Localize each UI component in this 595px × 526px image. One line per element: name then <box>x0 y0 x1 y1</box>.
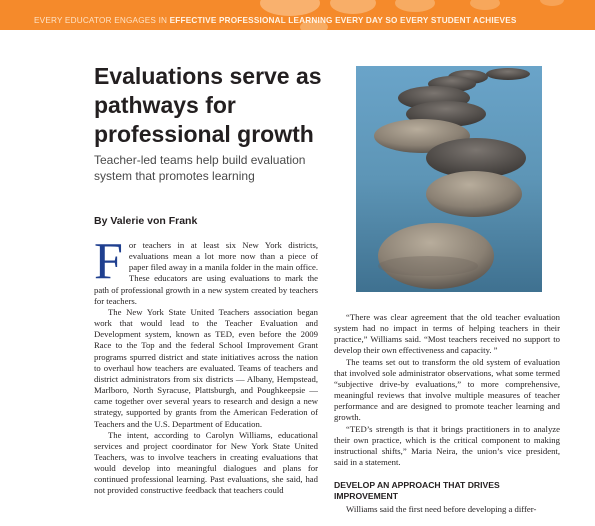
body-paragraph: The intent, according to Carolyn Williams, educational services and project coordinator for New York State United Teachers, was to involve teachers in creating evaluations that would develop into meaningful dialogues and plans for continued professional learning. Past evaluations, she said, had not provided constructive feedback that teachers could <box>94 429 318 496</box>
banner-decoration <box>470 0 500 10</box>
body-paragraph: Williams said the first need before developing a differ- <box>346 504 537 515</box>
opening-paragraph <box>94 233 318 307</box>
column-right <box>334 312 560 515</box>
column-left <box>94 233 318 497</box>
article-byline: By Valerie von Frank <box>94 215 198 227</box>
body-paragraph: “There was clear agreement that the old teacher evaluation system had no impact in terms of helping teachers in their practice,” Williams said. “Most teachers received no support to develop their own effectiveness and capacity. ” <box>334 312 560 356</box>
article-title: Evaluations serve as pathways for professional growth <box>94 63 322 147</box>
banner-tagline-lead: EVERY EDUCATOR ENGAGES IN <box>34 16 170 25</box>
body-paragraph: The New York State United Teachers association began work that would lead to the Teacher Evaluation and Development system, known as TED, even before the 2009 Race to the Top and the federal School Improvement Grant programs spurred district and state initiatives across the nation to overhaul how teachers are evaluated. Teams of teachers and district administrators from six districts — Albany, Hempstead, Marlboro, North Syracuse, Plattsburgh, and Poughkeepsie — came together over several years to research and design a new strategy, supported by grants from the American Federation of Teachers and the U.S. Department of Education. <box>94 306 318 429</box>
body-paragraph: “TED’s strength is that it brings practitioners in to analyze their own practice, which is the critical component to making instructional shifts,” Maria Neira, the union’s vice president, said in a statement. <box>334 423 560 468</box>
banner-decoration <box>540 0 564 6</box>
banner-decoration <box>330 0 376 14</box>
paragraph-text: or teachers in at least six New York districts, evaluations mean a lot more now than a piece of paper filed away in a manila folder in the main office. These educators are using evaluations to mark the path of professional growth in a new system created by teachers for teachers. <box>94 240 318 306</box>
banner-tagline <box>34 16 517 25</box>
banner-decoration <box>260 0 320 16</box>
section-heading: DEVELOP AN APPROACH THAT DRIVES IMPROVEMENT <box>334 480 500 502</box>
banner-decoration <box>395 0 435 12</box>
banner-tagline-rest: EFFECTIVE PROFESSIONAL LEARNING EVERY DAY SO EVERY STUDENT ACHIEVES <box>169 16 517 25</box>
stepping-stones-photo <box>356 66 542 292</box>
drop-cap: F <box>94 233 123 290</box>
article-subtitle: Teacher-led teams help build evaluation system that promotes learning <box>94 153 306 183</box>
header-banner <box>0 0 595 30</box>
body-paragraph: The teams set out to transform the old system of evaluation that involved sole administrator observations, what some termed “subjective drive-by evaluations,” to more comprehensive, meaningful reviews that involve multiple measures of teacher performance and are designed to promote teacher learning and growth. <box>334 356 560 423</box>
